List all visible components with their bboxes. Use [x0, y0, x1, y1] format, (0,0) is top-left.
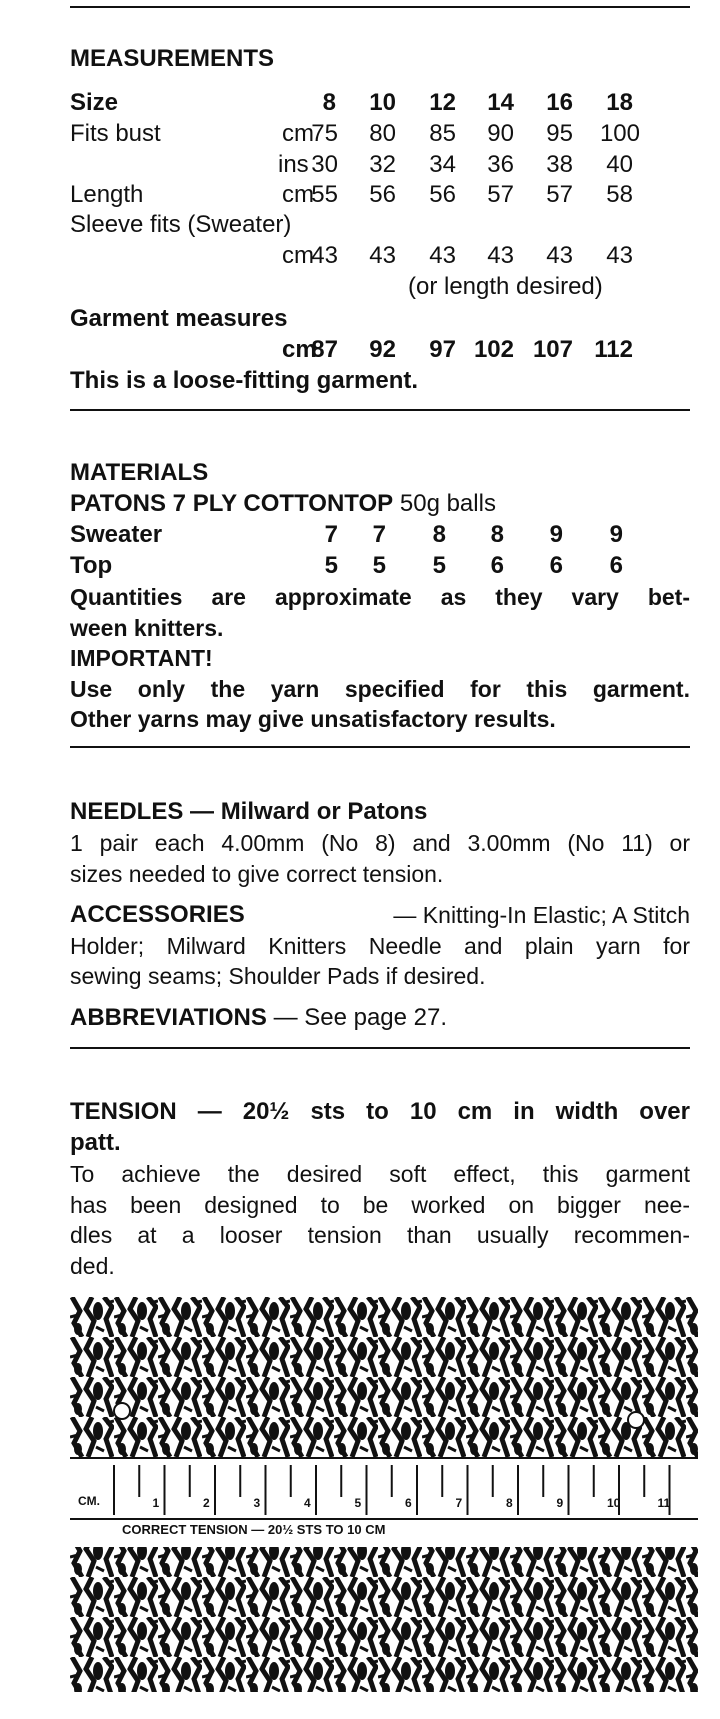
bust-ins-value: 32 [369, 151, 396, 178]
bust-cm-value: 95 [546, 120, 573, 147]
yarn-name: PATONS 7 PLY COTTONTOP [70, 490, 394, 517]
bust-cm-value: 80 [369, 120, 396, 147]
size-row [70, 88, 690, 118]
measurements-heading: MEASUREMENTS [70, 45, 275, 72]
sleeve-label: Sleeve fits (Sweater) [70, 211, 292, 238]
sweater-row [70, 520, 690, 550]
use-only-line: Use only the yarn specified for this garment. [70, 675, 690, 702]
bust-ins-row [70, 150, 690, 180]
tension-heading-line: patt. [70, 1129, 121, 1156]
bust-cm-row [70, 119, 690, 149]
garment-value: 102 [473, 336, 514, 363]
abbreviations-text: — See page 27. [266, 1004, 448, 1031]
accessories-block [70, 900, 690, 992]
size-value: 8 [322, 89, 336, 116]
sleeve-value: 43 [311, 242, 338, 269]
bust-ins-value: 30 [311, 151, 338, 178]
tension-body-line: dles at a looser tension than usually recommen- [70, 1222, 690, 1248]
ruler-number: 7 [455, 1496, 463, 1510]
accessories-line: sewing seams; Shoulder Pads if desired. [70, 963, 486, 989]
bust-ins-value: 34 [429, 151, 456, 178]
ruler-number: 1 [152, 1496, 160, 1510]
accessories-line: Holder; Milward Knitters Needle and plain yarn for [70, 932, 690, 959]
length-value: 56 [369, 181, 396, 208]
size-label: Size [70, 89, 119, 116]
unit-label: cm [282, 336, 317, 363]
ruler-number: 3 [253, 1496, 261, 1510]
sleeve-note: (or length desired) [408, 273, 603, 300]
top-qty: 6 [549, 552, 563, 579]
top-divider [70, 6, 690, 8]
needles-line: sizes needed to give correct tension. [70, 860, 444, 887]
swatch-caption: CORRECT TENSION — 20½ STS TO 10 CM [122, 1522, 386, 1537]
ruler-number: 11 [657, 1496, 671, 1510]
yarn-weight: 50g balls [399, 490, 496, 517]
divider [70, 1047, 690, 1049]
tension-body-line: ded. [70, 1252, 115, 1279]
garment-value: 97 [429, 336, 456, 363]
sleeve-value: 43 [606, 242, 633, 269]
loose-note: This is a loose-fitting garment. [70, 367, 419, 394]
size-value: 14 [487, 89, 514, 116]
sleeve-value: 43 [369, 242, 396, 269]
garment-label: Garment measures [70, 305, 288, 332]
top-qty: 5 [432, 552, 446, 579]
garment-value: 112 [594, 336, 633, 363]
bust-ins-value: 38 [546, 151, 573, 178]
quantities-note-line: ween knitters. [70, 614, 224, 641]
ruler-number: 6 [405, 1496, 412, 1510]
sweater-qty: 8 [432, 521, 446, 548]
tension-body [70, 1159, 690, 1281]
accessories-first-line [70, 900, 690, 931]
bust-ins-value: 36 [487, 151, 514, 178]
bust-cm-value: 85 [429, 120, 456, 147]
use-only-line: Other yarns may give unsatisfactory results. [70, 706, 556, 732]
top-qty: 6 [490, 552, 504, 579]
sweater-qty: 8 [490, 521, 504, 548]
tension-body-line: To achieve the desired soft effect, this garment [70, 1161, 690, 1187]
garment-row [70, 335, 690, 365]
abbreviations-line [70, 1003, 447, 1033]
ruler-number: 10 [607, 1496, 621, 1510]
bust-ins-value: 40 [606, 151, 633, 178]
abbreviations-heading: ABBREVIATIONS [70, 1004, 267, 1031]
unit-label: cm [282, 120, 314, 147]
length-value: 56 [429, 181, 456, 208]
sleeve-value: 43 [546, 242, 573, 269]
unit-label: cm [282, 181, 314, 208]
length-label: Length [70, 181, 144, 208]
fits-bust-label: Fits bust [70, 120, 161, 147]
sweater-qty: 7 [324, 521, 338, 548]
bust-cm-value: 75 [311, 120, 338, 147]
needles-line: 1 pair each 4.00mm (No 8) and 3.00mm (No 11) or [70, 830, 690, 856]
ruler-number: 2 [203, 1496, 210, 1510]
quantities-note-line: Quantities are approximate as they vary bet- [70, 584, 690, 610]
materials-heading: MATERIALS [70, 459, 209, 486]
ruler-number: 9 [556, 1496, 564, 1510]
ruler-number: 4 [304, 1496, 311, 1510]
top-qty: 5 [372, 552, 386, 579]
unit-label: ins [278, 151, 309, 178]
length-value: 57 [487, 181, 514, 208]
bust-cm-value: 100 [599, 120, 640, 147]
knit-texture [70, 1297, 698, 1692]
length-value: 57 [546, 181, 573, 208]
tension-heading [70, 1096, 690, 1158]
garment-value: 87 [311, 336, 338, 363]
sweater-qty: 9 [609, 521, 623, 548]
top-row [70, 551, 690, 581]
length-value: 58 [606, 181, 633, 208]
sleeve-value: 43 [429, 242, 456, 269]
tension-heading-line: TENSION — 20½ sts to 10 cm in width over [70, 1098, 690, 1125]
size-value: 10 [369, 89, 396, 116]
tension-body-line: has been designed to be worked on bigger nee- [70, 1191, 690, 1218]
divider [70, 746, 690, 748]
sweater-qty: 9 [549, 521, 563, 548]
yarn-line [70, 489, 496, 519]
needles-heading: NEEDLES — Milward or Patons [70, 798, 428, 825]
size-value: 12 [429, 89, 456, 116]
sleeve-row [70, 241, 690, 271]
garment-value: 92 [369, 336, 396, 363]
ruler-unit-label: CM. [78, 1494, 100, 1508]
tension-swatch-photo [70, 1297, 698, 1692]
size-value: 16 [546, 89, 573, 116]
accessories-heading: ACCESSORIES [70, 901, 245, 928]
top-label: Top [70, 552, 113, 579]
top-qty: 5 [324, 552, 338, 579]
bust-cm-value: 90 [487, 120, 514, 147]
divider [70, 409, 690, 411]
sweater-label: Sweater [70, 521, 163, 548]
length-row [70, 180, 690, 210]
quantities-note [70, 582, 690, 735]
accessories-line: — Knitting-In Elastic; A Stitch [387, 902, 690, 928]
needles-text [70, 828, 690, 889]
sweater-qty: 7 [372, 521, 386, 548]
size-value: 18 [606, 89, 633, 116]
ruler-number: 5 [354, 1496, 362, 1510]
unit-label: cm [282, 242, 314, 269]
important-label: IMPORTANT! [70, 645, 213, 671]
sleeve-value: 43 [487, 242, 514, 269]
top-qty: 6 [609, 552, 623, 579]
length-value: 55 [311, 181, 338, 208]
garment-value: 107 [532, 336, 573, 363]
ruler-number: 8 [506, 1496, 513, 1510]
sleeve-label-row [70, 210, 690, 240]
